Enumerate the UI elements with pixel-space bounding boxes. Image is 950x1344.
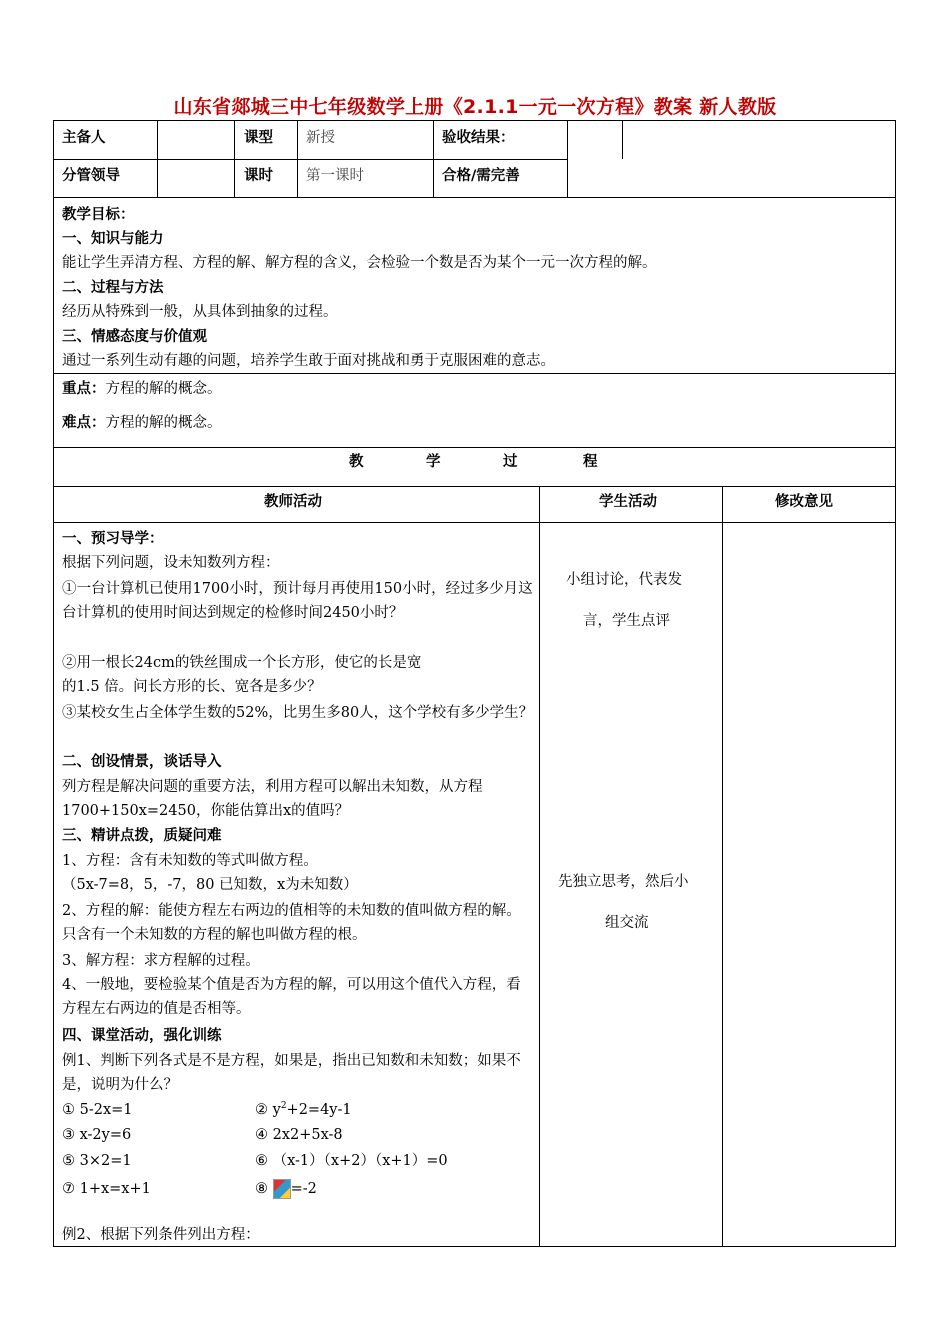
part-1-title: 一、预习导学： bbox=[62, 531, 164, 547]
expression-6: ⑥ （x-1）（x+2）（x+1）=0 bbox=[255, 1153, 448, 1169]
key-point bbox=[62, 379, 222, 399]
objective-3-text: 通过一系列生动有趣的问题，培养学生敢于面对挑战和勇于克服困难的意志。 bbox=[62, 353, 555, 369]
key-point-label: 重点： bbox=[62, 381, 106, 397]
fraction-image-placeholder bbox=[273, 1179, 291, 1199]
student-activity-1-line-1: 小组讨论，代表发 bbox=[566, 572, 682, 588]
expression-7: ⑦ 1+x=x+1 bbox=[62, 1181, 151, 1197]
definition-3: 3、解方程：求方程解的过程。 bbox=[62, 953, 260, 969]
question-2-line-2: 的1.5 倍。问长方形的长、宽各是多少？ bbox=[62, 679, 322, 695]
part-3-title: 三、精讲点拨，质疑问难 bbox=[62, 828, 222, 844]
example-1: 例1、判断下列各式是不是方程，如果是，指出已知数和未知数；如果不是，说明为什么？ bbox=[62, 1053, 521, 1093]
difficult-point bbox=[62, 413, 222, 433]
student-activity-2-line-2: 组交流 bbox=[605, 915, 649, 931]
expression-8-rest: =-2 bbox=[290, 1181, 317, 1197]
period-value: 第一课时 bbox=[306, 168, 364, 184]
process-heading-2: 学 bbox=[426, 454, 441, 470]
definition-1: 1、方程：含有未知数的等式叫做方程。 bbox=[62, 853, 318, 869]
process-heading-4: 程 bbox=[583, 454, 598, 470]
process-heading-3: 过 bbox=[503, 454, 518, 470]
preparer-label: 主备人 bbox=[62, 130, 106, 146]
document-title: 山东省郯城三中七年级数学上册《2.1.1一元一次方程》教案 新人教版 bbox=[173, 96, 777, 118]
expression-2-exponent: 2 bbox=[280, 1101, 287, 1112]
definition-1-note: （5x-7=8，5，-7，80 已知数，x为未知数） bbox=[62, 877, 358, 893]
student-activity-1-line-2: 言，学生点评 bbox=[583, 613, 670, 629]
expression-2-base: ② y bbox=[255, 1102, 281, 1118]
expression-8-number: ⑧ bbox=[255, 1181, 268, 1197]
question-1: ①一台计算机已使用1700小时，预计每月再使用150小时，经过多少月这台计算机的使用时间达到规定的检修时间2450小时？ bbox=[62, 581, 533, 621]
student-activity-2-line-1: 先独立思考，然后小 bbox=[558, 874, 689, 890]
column-teacher-activity: 教师活动 bbox=[264, 494, 322, 510]
part-2-title: 二、创设情景，谈话导入 bbox=[62, 754, 222, 770]
part-2-text: 列方程是解决问题的重要方法，利用方程可以解出未知数，从方程1700+150x=2450，你能估算出x的值吗？ bbox=[62, 779, 483, 819]
result-label: 验收结果： bbox=[442, 130, 515, 146]
column-revision-notes: 修改意见 bbox=[775, 494, 833, 510]
part-1-intro: 根据下列问题，设未知数列方程： bbox=[62, 555, 280, 571]
expression-2-rest: +2=4y-1 bbox=[286, 1102, 352, 1118]
expression-8 bbox=[255, 1179, 317, 1199]
objective-2-title: 二、过程与方法 bbox=[62, 280, 164, 296]
objective-1-title: 一、知识与能力 bbox=[62, 231, 164, 247]
type-label: 课型 bbox=[244, 130, 273, 146]
period-label: 课时 bbox=[244, 168, 273, 184]
objective-2-text: 经历从特殊到一般，从具体到抽象的过程。 bbox=[62, 304, 338, 320]
key-point-text: 方程的解的概念。 bbox=[105, 381, 222, 397]
objectives-heading: 教学目标： bbox=[62, 207, 135, 223]
expression-5: ⑤ 3×2=1 bbox=[62, 1153, 132, 1169]
leader-label: 分管领导 bbox=[62, 168, 120, 184]
type-value: 新授 bbox=[306, 130, 335, 146]
process-heading-1: 教 bbox=[349, 454, 364, 470]
part-4-title: 四、课堂活动，强化训练 bbox=[62, 1028, 222, 1044]
expression-3: ③ x-2y=6 bbox=[62, 1127, 132, 1143]
expression-2 bbox=[255, 1100, 352, 1120]
difficult-point-text: 方程的解的概念。 bbox=[105, 415, 222, 431]
column-student-activity: 学生活动 bbox=[599, 494, 657, 510]
difficult-point-label: 难点： bbox=[62, 415, 106, 431]
objective-3-title: 三、情感态度与价值观 bbox=[62, 329, 207, 345]
question-2-line-1: ②用一根长24cm的铁丝围成一个长方形，使它的长是宽 bbox=[62, 655, 422, 671]
definition-2: 2、方程的解：能使方程左右两边的值相等的未知数的值叫做方程的解。只含有一个未知数的方程的解也叫做方程的根。 bbox=[62, 903, 521, 943]
example-2: 例2、根据下列条件列出方程： bbox=[62, 1227, 260, 1243]
objective-1-text: 能让学生弄清方程、方程的解、解方程的含义，会检验一个数是否为某个一元一次方程的解。 bbox=[62, 255, 657, 271]
question-3: ③某校女生占全体学生数的52%，比男生多80人，这个学校有多少学生？ bbox=[62, 705, 534, 721]
expression-1: ① 5-2x=1 bbox=[62, 1102, 133, 1118]
expression-4: ④ 2x2+5x-8 bbox=[255, 1127, 343, 1143]
pass-label: 合格/需完善 bbox=[442, 168, 520, 184]
definition-4: 4、一般地，要检验某个值是否为方程的解，可以用这个值代入方程，看方程左右两边的值是否相等。 bbox=[62, 977, 521, 1017]
